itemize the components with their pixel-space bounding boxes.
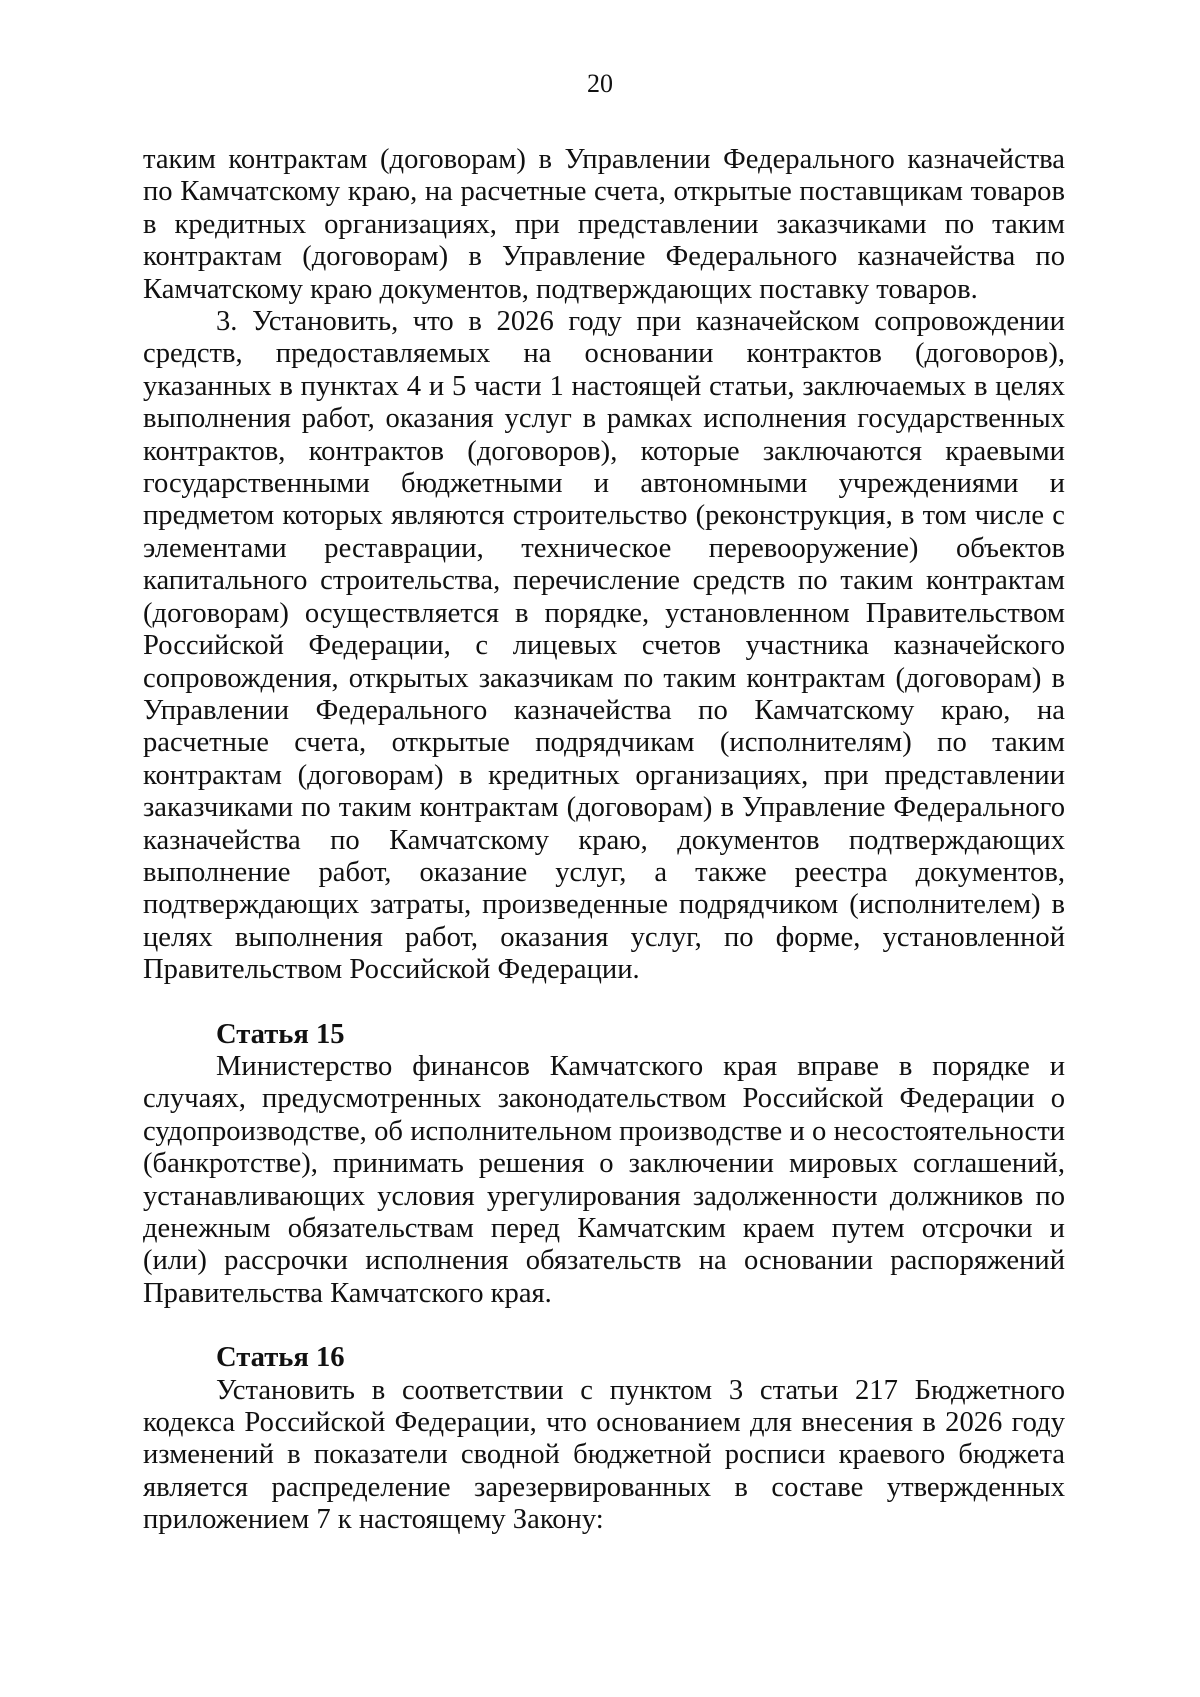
article-16-heading: Статья 16 [216,1342,345,1374]
document-body [143,144,1065,1537]
article-15-text: Министерство финансов Камчатского края вправе в порядке и случаях, предусмотренных законодательством Российской Федерации о судопроизводстве, об исполнительном производстве и о несостоятельности (банкротстве), принимать решения о заключении мировых соглашений, устанавливающих условия урегулирования задолженности должников по денежным обязательствам перед Камчатским краем путем отсрочки и (или) рассрочки исполнения обязательств на основании распоряжений Правительства Камчатского края. [143,1050,1065,1309]
article-15-heading: Статья 15 [216,1018,345,1050]
article-16-text: Установить в соответствии с пунктом 3 статьи 217 Бюджетного кодекса Российской Федерации, что основанием для внесения в 2026 году изменений в показатели сводной бюджетной росписи краевого бюджета является распределение зарезервированных в составе утвержденных приложением 7 к настоящему Закону: [143,1374,1065,1536]
page-number: 20 [587,69,613,98]
paragraph-continuation: таким контрактам (договорам) в Управлении Федерального казначейства по Камчатскому краю, на расчетные счета, открытые поставщикам товаров в кредитных организациях, при представлении заказчиками по таким контрактам (договорам) в Управление Федерального казначейства по Камчатскому краю документов, подтверждающих поставку товаров. [143,144,1065,305]
paragraph-item-3: 3. Установить, что в 2026 году при казначейском сопровождении средств, предоставляемых на основании контрактов (договоров), указанных в пунктах 4 и 5 части 1 настоящей статьи, заключаемых в целях выполнения работ, оказания услуг в рамках исполнения государственных контрактов, контрактов (договоров), которые заключаются краевыми государственными бюджетными и автономными учреждениями и предметом которых являются строительство (реконструкция, в том числе с элементами реставрации, техническое перевооружение) объектов капитального строительства, перечисление средств по таким контрактам (договорам) осуществляется в порядке, установленном Правительством Российской Федерации, с лицевых счетов участника казначейского сопровождения, открытых заказчикам по таким контрактам (договорам) в Управлении Федерального казначейства по Камчатскому краю, на расчетные счета, открытые подрядчикам (исполнителям) по таким контрактам (договорам) в кредитных организациях, при представлении заказчиками по таким контрактам (договорам) в Управление Федерального казначейства по Камчатскому краю, документов подтверждающих выполнение работ, оказание услуг, а также реестра документов, подтверждающих затраты, произведенные подрядчиком (исполнителем) в целях выполнения работ, оказания услуг, по форме, установленной Правительством Российской Федерации. [143,306,1065,986]
